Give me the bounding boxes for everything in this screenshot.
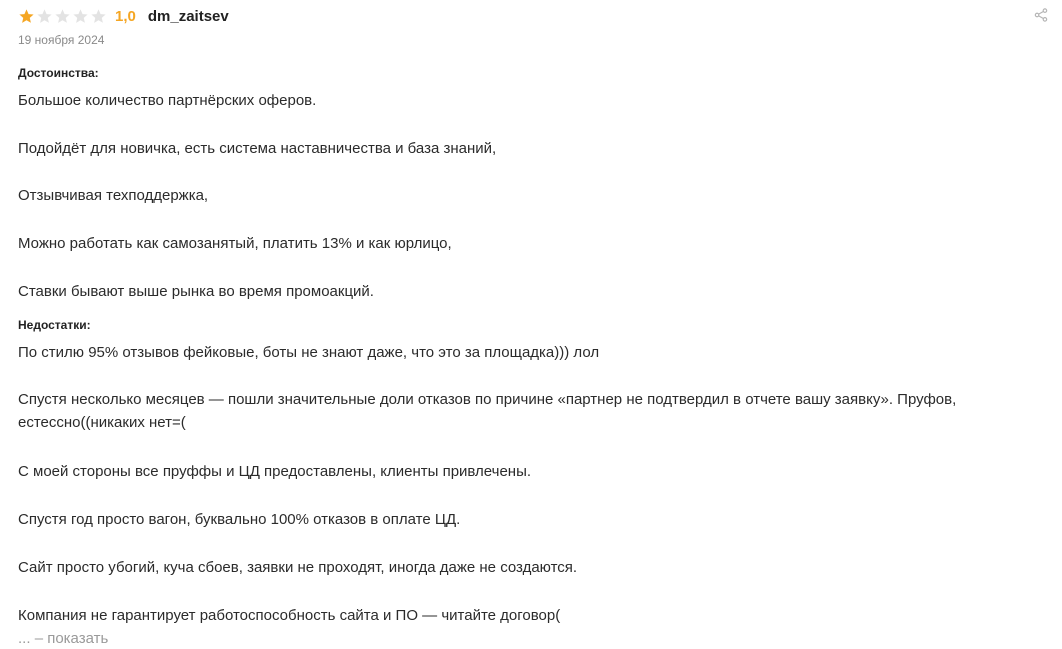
cons-title: Недостатки: (18, 318, 91, 332)
pros-title: Достоинства: (18, 66, 99, 80)
ellipsis: ... (18, 630, 31, 647)
pros-item: Большое количество партнёрских оферов. (18, 92, 317, 109)
rating-value: 1,0 (115, 7, 136, 25)
pros-item: Можно работать как самозанятый, платить 13% и как юрлицо, (18, 235, 452, 252)
pros-item: Ставки бывают выше рынка во время промоакций. (18, 283, 374, 300)
cons-item: По стилю 95% отзывов фейковые, боты не знают даже, что это за площадка))) лол (18, 344, 600, 361)
show-more-row (18, 629, 108, 649)
cons-item: Спустя год просто вагон, буквально 100% отказов в оплате ЦД. (18, 511, 461, 528)
star-icon (72, 8, 89, 25)
show-more-link[interactable]: – показать (34, 630, 109, 647)
review-header (18, 5, 229, 27)
cons-item: С моей стороны все пруффы и ЦД предоставлены, клиенты привлечены. (18, 463, 532, 480)
star-icon (54, 8, 71, 25)
star-icon (36, 8, 53, 25)
star-icon (18, 8, 35, 25)
cons-item: Компания не гарантирует работоспособность сайта и ПО — читайте договор( (18, 607, 561, 624)
review-date: 19 ноября 2024 (18, 33, 105, 47)
cons-item: Сайт просто убогий, куча сбоев, заявки не проходят, иногда даже не создаются. (18, 559, 578, 576)
star-icon (90, 8, 107, 25)
author-name[interactable]: dm_zaitsev (147, 7, 229, 25)
pros-item: Подойдёт для новичка, есть система наставничества и база знаний, (18, 140, 497, 157)
cons-item: Спустя несколько месяцев — пошли значительные доли отказов по причине «партнер не подтвердил в отчете вашу заявку». Пруфов, естессно((никаких нет=( (18, 391, 957, 431)
pros-item: Отзывчивая техподдержка, (18, 187, 209, 204)
rating-stars (18, 8, 107, 25)
share-icon[interactable] (1034, 8, 1048, 22)
